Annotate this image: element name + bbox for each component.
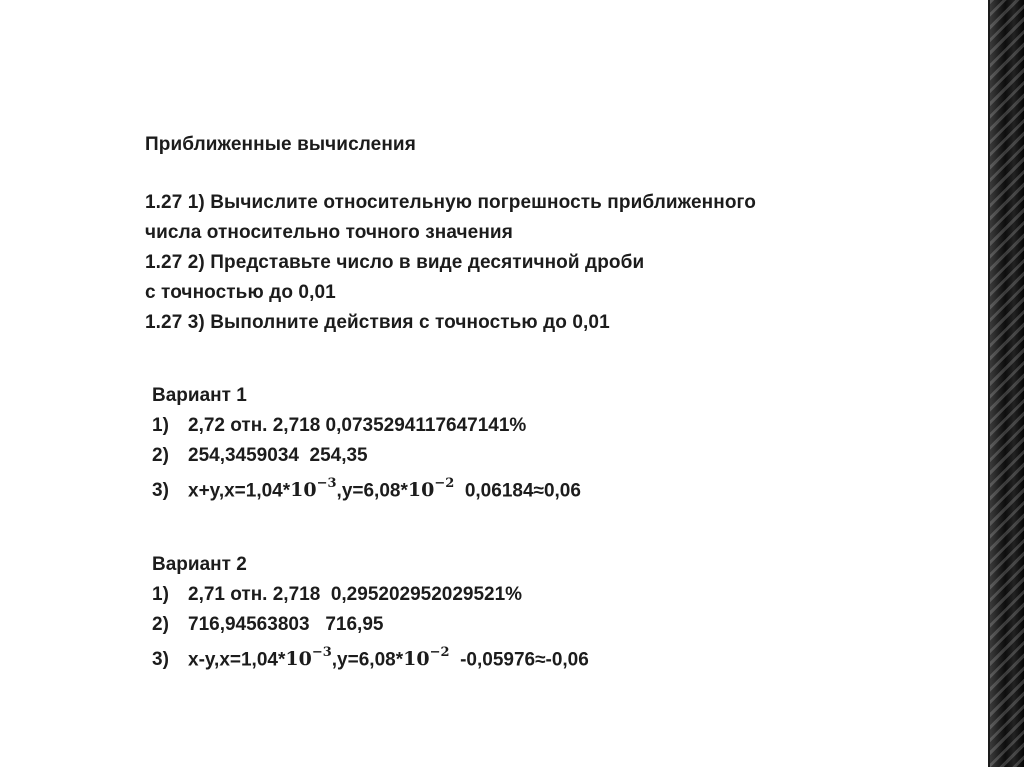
variant-1-item-2 [152, 441, 581, 471]
task-line-1: 1.27 1) Вычислите относительную погрешность приближенного [145, 192, 756, 213]
item-text: 2,72 отн. 2,718 0,0735294117647141% [188, 415, 527, 436]
power-base: 10 [407, 479, 435, 502]
variant-1-item-1 [152, 411, 581, 441]
variant-2-title: Вариант 2 [152, 554, 247, 575]
variant-1-title: Вариант 1 [152, 385, 247, 406]
item-text: 254,3459034 254,35 [188, 445, 368, 466]
power-of-ten [407, 476, 455, 502]
variant-1-item-3 [152, 471, 581, 501]
task-line-3: 1.27 2) Представьте число в виде десятичной дроби [145, 252, 645, 273]
item-number: 1) [152, 415, 169, 436]
power-exponent: −3 [311, 645, 332, 660]
power-base: 10 [285, 648, 312, 671]
power-of-ten [290, 476, 337, 502]
expr-pre: x-y,x=1,04* [188, 649, 286, 671]
variant-2-item-2 [152, 610, 589, 640]
variant-2-item-3 [152, 640, 589, 670]
expr-result: 0,06184≈0,06 [454, 480, 581, 502]
task-line-2: числа относительно точного значения [145, 222, 513, 243]
task-line-5: 1.27 3) Выполните действия с точностью до 0,01 [145, 312, 610, 333]
variant-2 [152, 550, 589, 670]
item-text: 2,71 отн. 2,718 0,295202952029521% [188, 584, 523, 605]
expr-mid: ,y=6,08* [331, 649, 404, 671]
power-exponent: −2 [434, 476, 455, 491]
decorative-side-border [990, 0, 1024, 767]
power-base: 10 [290, 479, 317, 502]
expr-mid: ,y=6,08* [336, 480, 408, 502]
power-of-ten [403, 645, 450, 671]
item-number: 1) [152, 584, 169, 605]
power-base: 10 [403, 648, 430, 671]
power-of-ten [285, 645, 332, 671]
item-number: 3) [152, 480, 169, 502]
task-block [145, 130, 756, 338]
variant-2-item-1 [152, 580, 589, 610]
heading: Приближенные вычисления [145, 134, 416, 155]
item-number: 2) [152, 445, 169, 466]
task-line-4: с точностью до 0,01 [145, 282, 336, 303]
item-number: 3) [152, 649, 169, 671]
item-text: 716,94563803 716,95 [188, 614, 384, 635]
variant-1 [152, 381, 581, 501]
power-exponent: −3 [316, 476, 337, 491]
item-number: 2) [152, 614, 169, 635]
expr-pre: x+y,x=1,04* [188, 480, 291, 502]
expr-result: -0,05976≈-0,06 [449, 649, 589, 671]
power-exponent: −2 [429, 645, 450, 660]
